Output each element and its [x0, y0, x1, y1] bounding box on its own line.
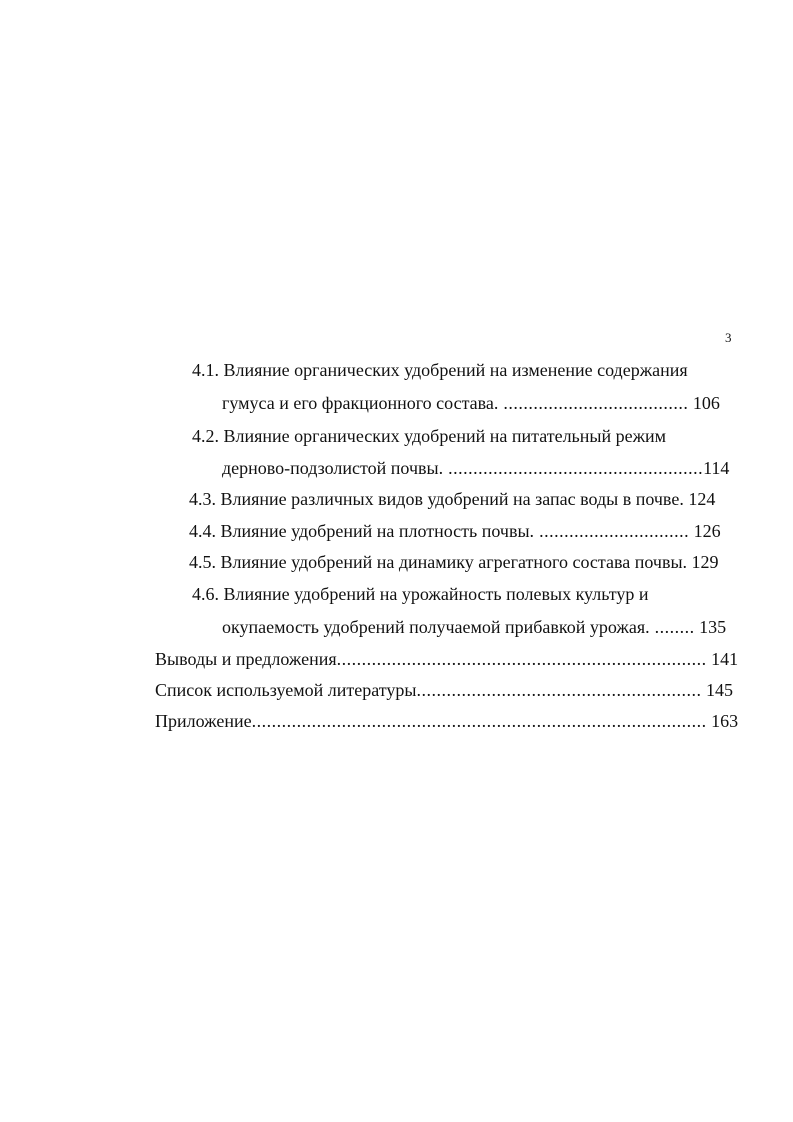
toc-entry-title: дерново-подзолистой почвы. [222, 458, 444, 478]
toc-leader-dots: ........ [649, 617, 695, 637]
toc-leader-dots: .............................. [534, 521, 690, 541]
toc-entry-title: гумуса и его фракционного состава. [222, 393, 499, 413]
toc-page-number: 163 [706, 711, 739, 731]
toc-entry-4-1[interactable] [192, 358, 688, 382]
toc-page-number: 124 [683, 489, 716, 509]
toc-entry-title: 4.4. Влияние удобрений на плотность почвы. [189, 521, 535, 541]
page-number: 3 [725, 330, 732, 345]
toc-entry-4-5[interactable] [189, 550, 719, 574]
toc-entry-4-6[interactable] [192, 582, 649, 606]
toc-leader-dots: .......................................................................... [336, 649, 707, 669]
toc-entry-4-3[interactable] [189, 487, 715, 511]
toc-page-number: 141 [706, 649, 739, 669]
toc-page-number: 106 [688, 393, 720, 413]
toc-entry-title: 4.3. Влияние различных видов удобрений на запас воды в почве. [189, 489, 684, 509]
toc-leader-dots: ................................................... [443, 458, 704, 478]
toc-entry-conclusions[interactable] [155, 647, 738, 671]
toc-entry-4-4[interactable] [189, 519, 721, 543]
toc-entry-title: 4.2. Влияние органических удобрений на питательный режим [192, 426, 667, 446]
toc-entry-title: Приложение [155, 711, 252, 731]
toc-entry-4-1-continuation[interactable] [222, 391, 720, 415]
toc-entry-appendix[interactable] [155, 709, 738, 733]
toc-page-number: 114 [703, 458, 730, 478]
toc-entry-4-6-continuation[interactable] [222, 615, 726, 639]
toc-entry-title: Список используемой литературы [155, 680, 417, 700]
toc-entry-4-2[interactable] [192, 424, 666, 448]
toc-entry-title: 4.1. Влияние органических удобрений на изменение содержания [192, 360, 688, 380]
toc-entry-title: окупаемость удобрений получаемой прибавкой урожая. [222, 617, 650, 637]
toc-leader-dots: ......................................................... [416, 680, 702, 700]
toc-entry-4-2-continuation[interactable] [222, 456, 729, 480]
toc-entry-references[interactable] [155, 678, 733, 702]
toc-page-number: 145 [701, 680, 733, 700]
toc-page-number: 135 [694, 617, 727, 637]
toc-leader-dots: ........................................................................................... [251, 711, 707, 731]
toc-entry-title: Выводы и предложения [155, 649, 337, 669]
toc-page-number: 126 [689, 521, 721, 541]
toc-entry-title: 4.5. Влияние удобрений на динамику агрегатного состава почвы. [189, 552, 688, 572]
toc-entry-title: 4.6. Влияние удобрений на урожайность полевых культур и [192, 584, 649, 604]
toc-page-number: 129 [687, 552, 719, 572]
toc-leader-dots: ..................................... [498, 393, 689, 413]
